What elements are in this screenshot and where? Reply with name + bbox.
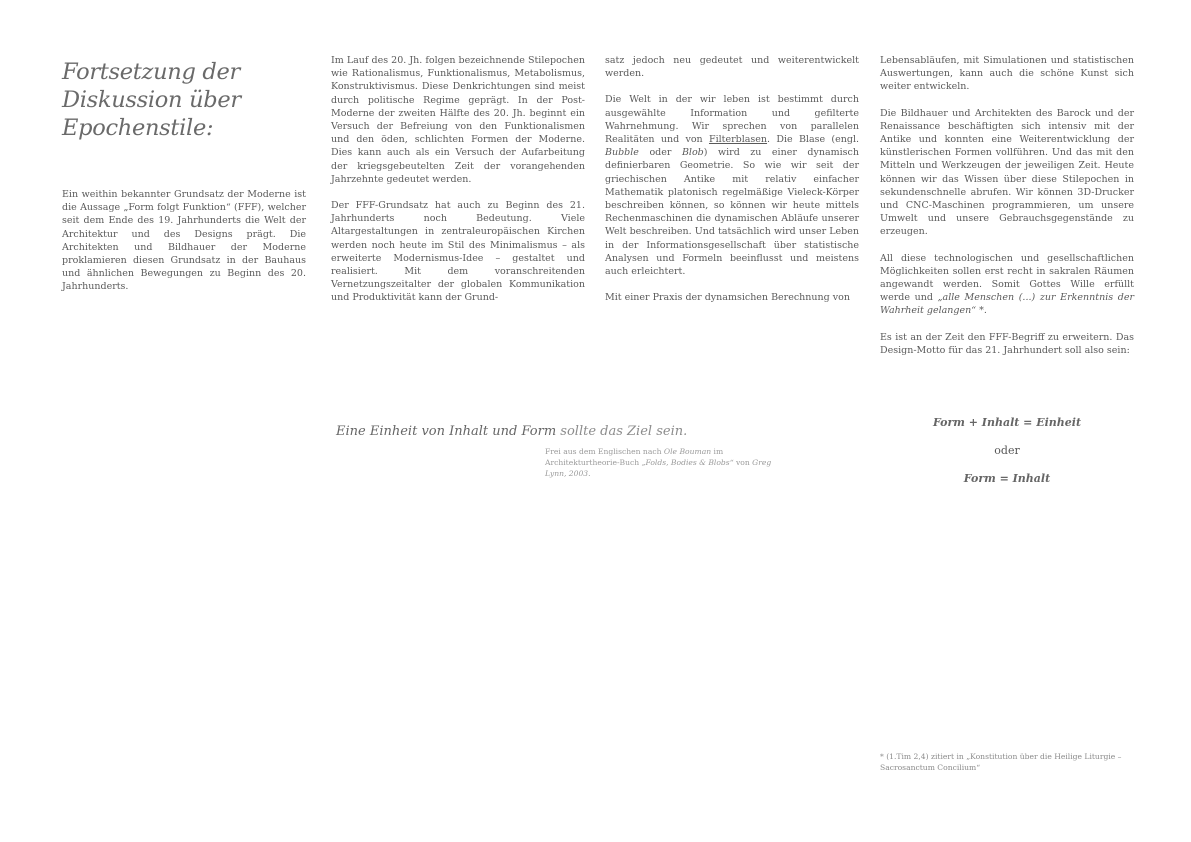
motto [336, 424, 796, 440]
book-title: „Folds, Bodies & Blobs“ [641, 458, 734, 467]
text: All diese technologischen und gesellschaftlichen Möglichkeiten sollen erst recht in sakralen Räumen angewandt werden. Somit Gottes Wille erfüllt werde und [880, 252, 1134, 304]
paragraph: Mit einer Praxis der dynamsichen Berechnung von [605, 292, 850, 304]
paragraph: satz jedoch neu gedeutet und weiterentwickelt werden. [605, 55, 859, 80]
column-3 [605, 54, 859, 317]
text: . Die Blase (engl. [767, 134, 860, 146]
quote-italic: „alle Menschen (...) zur Erkenntnis der Wahrheit gelangen“ [880, 292, 1135, 317]
title-line-2: Diskussion über [62, 87, 241, 113]
text: ) wird zu einer dynamisch definierbaren Geometrie. So wie wir seit der griechischen Antike mit relativ einfacher Mathematik platonisch regelmäßige Vieleck-Körper beschreiben können, so können wir heute mittels Rechenmaschinen die dynamischen Abläufe unserer Welt beschreiben. Und tatsächlich wird unser Leben in der Informationsgesellschaft über statistische Analysen und Formeln beeinflusst und meistens auch erleichtert. [605, 147, 859, 278]
page-title [62, 58, 306, 142]
column-4 [880, 54, 1134, 370]
credit-note [545, 446, 795, 479]
text: *. [976, 305, 987, 317]
formula-separator: oder [994, 444, 1020, 457]
formula-2: Form = Inhalt [963, 472, 1051, 485]
footnote: * (1.Tim 2,4) zitiert in „Konstitution über die Heilige Liturgie – Sacrosanctum Concilium“ [880, 752, 1122, 772]
text: von [733, 458, 753, 467]
paragraph [880, 252, 1134, 318]
formulas [880, 416, 1134, 500]
text: Frei aus dem Englischen nach [545, 447, 664, 456]
text-italic: Bubble [605, 147, 639, 159]
paragraph: Es ist an der Zeit den FFF-Begriff zu erweitern. Das Design-Motto für das 21. Jahrhundert soll also sein: [880, 331, 1134, 356]
title-line-1: Fortsetzung der [62, 59, 240, 85]
paragraph: Ein weithin bekannter Grundsatz der Moderne ist die Aussage „Form folgt Funktion“ (FFF), welcher seit dem Ende des 19. Jahrhunderts die Welt der Architektur und des Designs prägt. Die Architekten und Bildhauer der Moderne proklamieren diesen Grundsatz in der Bauhaus und ähnlichen Bewegungen zu Beginn des 20. Jahrhunderts. [62, 189, 306, 293]
paragraph: Die Bildhauer und Architekten des Barock und der Renaissance beschäftigten sich intensiv mit der Antike und konnten eine Weiterentwicklung der künstlerischen Formen vollführen. Und das mit den Mitteln und Werkzeugen der jeweiligen Zeit. Heute können wir das Wissen über diese Stilepochen in sekundenschnelle abrufen. Wir können 3D-Drucker und CNC-Maschinen programmieren, um unsere Umwelt und unsere Gebrauchsgegenstände zu erzeugen. [880, 107, 1134, 238]
author: Greg Lynn, 2003. [545, 458, 772, 478]
column-2 [331, 54, 585, 318]
paragraph: Der FFF-Grundsatz hat auch zu Beginn des 21. Jahrhunderts noch Bedeutung. Viele Altargestaltungen in zentraleuropäischen Kirchen werden noch heute im Stil des Minimalismus – als erweiterte Modernismus-Idee – gestaltet und realisiert. Mit dem voranschreitenden Vernetzungszeitalter der globalen Kommunikation und Produktivität kann der Grund- [331, 200, 585, 304]
text-italic: Blob [681, 147, 704, 159]
title-line-3: Epochenstile: [62, 115, 214, 141]
paragraph: Im Lauf des 20. Jh. folgen bezeichnende Stilepochen wie Rationalismus, Funktionalismus, Metabolismus, Konstruktivismus. Diese Denkrichtungen sind meist durch politische Regime geprägt. In der Post-Moderne der zweiten Hälfte des 20. Jh. beginnt ein Versuch der Befreiung von den Funktionalismen und den öden, schlichten Formen der Moderne. Dies kann auch als ein Versuch der Aufarbeitung der kriegsgebeutelten Zeit der vorangehenden Jahrzehnte gedeutet werden. [331, 55, 585, 185]
text: im Architekturtheorie-Buch [545, 447, 724, 467]
text: Die Welt in der wir leben ist bestimmt durch ausgewählte Information und gefilterte Wahrnehmung. Wir sprechen von parallelen Realitäten und von [605, 94, 859, 146]
motto-main: Eine Einheit von Inhalt und Form [336, 424, 557, 439]
author: Ole Bouman [663, 447, 712, 456]
paragraph [605, 93, 859, 278]
column-1 [62, 58, 306, 307]
motto-tail: sollte das Ziel sein. [556, 424, 688, 439]
filterblasen-link[interactable]: Filterblasen [708, 134, 768, 146]
paragraph: Lebensabläufen, mit Simulationen und statistischen Auswertungen, kann auch die schöne Kunst sich weiter entwickeln. [880, 55, 1134, 93]
formula-1: Form + Inhalt = Einheit [932, 416, 1082, 429]
text: oder [638, 147, 682, 159]
